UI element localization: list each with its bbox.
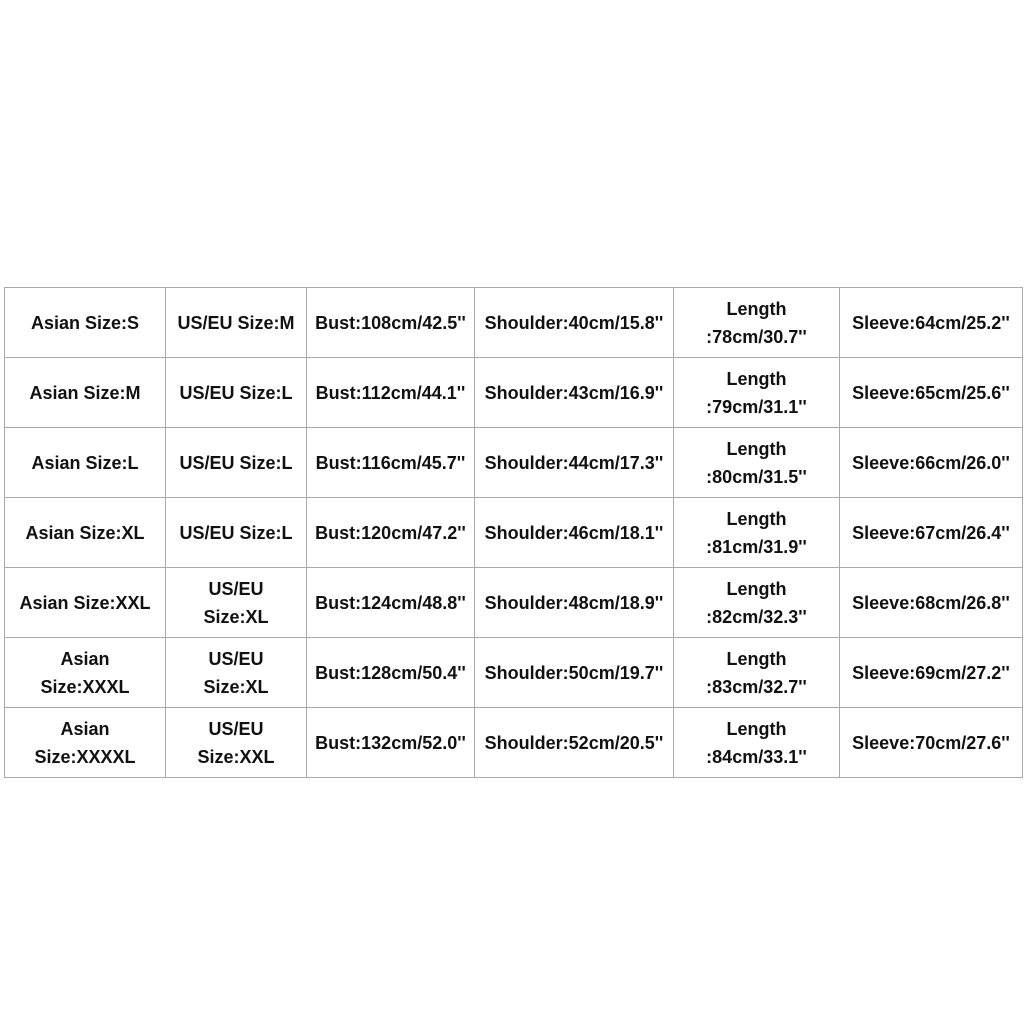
asian-size-cell: Asian Size:M [5,358,166,428]
length-cell: Length :78cm/30.7'' [674,288,840,358]
bust-cell: Bust:120cm/47.2'' [307,498,475,568]
asian-size-cell: Asian Size:XXXL [5,638,166,708]
table-row [5,568,1023,638]
shoulder-cell: Shoulder:44cm/17.3'' [475,428,674,498]
sleeve-cell: Sleeve:64cm/25.2'' [840,288,1023,358]
sleeve-cell: Sleeve:70cm/27.6'' [840,708,1023,778]
sleeve-cell: Sleeve:67cm/26.4'' [840,498,1023,568]
shoulder-cell: Shoulder:46cm/18.1'' [475,498,674,568]
shoulder-cell: Shoulder:48cm/18.9'' [475,568,674,638]
shoulder-cell: Shoulder:52cm/20.5'' [475,708,674,778]
bust-cell: Bust:112cm/44.1'' [307,358,475,428]
us-eu-size-cell: US/EU Size:L [166,428,307,498]
size-chart-table [4,287,1023,778]
table-row [5,638,1023,708]
table-row [5,428,1023,498]
us-eu-size-cell: US/EU Size:XXL [166,708,307,778]
table-row [5,498,1023,568]
sleeve-cell: Sleeve:68cm/26.8'' [840,568,1023,638]
bust-cell: Bust:132cm/52.0'' [307,708,475,778]
length-cell: Length :80cm/31.5'' [674,428,840,498]
shoulder-cell: Shoulder:50cm/19.7'' [475,638,674,708]
asian-size-cell: Asian Size:L [5,428,166,498]
length-cell: Length :82cm/32.3'' [674,568,840,638]
us-eu-size-cell: US/EU Size:M [166,288,307,358]
bust-cell: Bust:128cm/50.4'' [307,638,475,708]
length-cell: Length :84cm/33.1'' [674,708,840,778]
us-eu-size-cell: US/EU Size:XL [166,638,307,708]
us-eu-size-cell: US/EU Size:XL [166,568,307,638]
us-eu-size-cell: US/EU Size:L [166,498,307,568]
bust-cell: Bust:108cm/42.5'' [307,288,475,358]
asian-size-cell: Asian Size:S [5,288,166,358]
table-row [5,708,1023,778]
asian-size-cell: Asian Size:XL [5,498,166,568]
us-eu-size-cell: US/EU Size:L [166,358,307,428]
length-cell: Length :83cm/32.7'' [674,638,840,708]
length-cell: Length :79cm/31.1'' [674,358,840,428]
sleeve-cell: Sleeve:66cm/26.0'' [840,428,1023,498]
length-cell: Length :81cm/31.9'' [674,498,840,568]
table-row [5,288,1023,358]
bust-cell: Bust:116cm/45.7'' [307,428,475,498]
table-row [5,358,1023,428]
asian-size-cell: Asian Size:XXL [5,568,166,638]
shoulder-cell: Shoulder:40cm/15.8'' [475,288,674,358]
bust-cell: Bust:124cm/48.8'' [307,568,475,638]
sleeve-cell: Sleeve:65cm/25.6'' [840,358,1023,428]
shoulder-cell: Shoulder:43cm/16.9'' [475,358,674,428]
sleeve-cell: Sleeve:69cm/27.2'' [840,638,1023,708]
asian-size-cell: Asian Size:XXXXL [5,708,166,778]
